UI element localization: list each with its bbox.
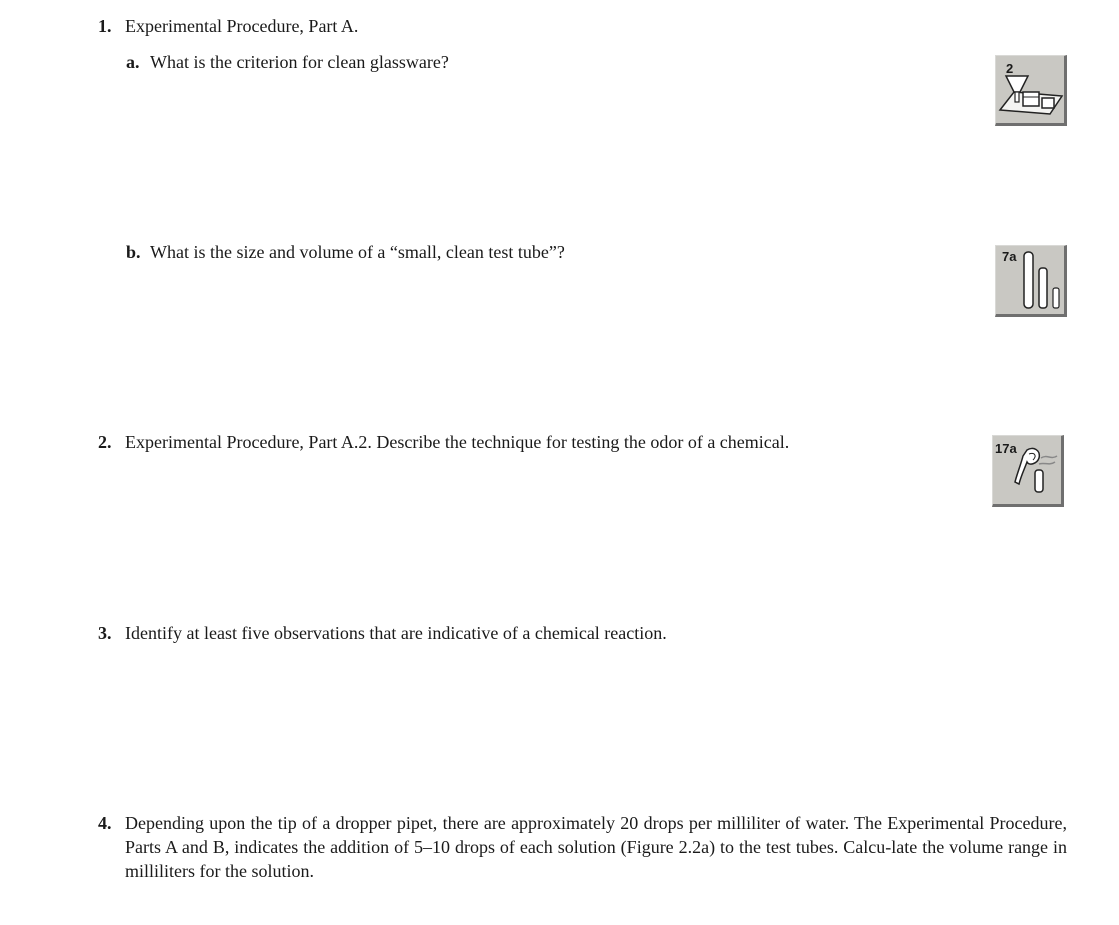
question-1b xyxy=(126,240,966,264)
question-1a-letter: a. xyxy=(126,52,140,72)
question-3-text: Identify at least five observations that are indicative of a chemical reaction. xyxy=(125,623,667,643)
test-tubes-icon xyxy=(995,245,1067,317)
test-tubes-icon-label: 7a xyxy=(1002,249,1017,264)
question-3-number: 3. xyxy=(98,623,112,643)
wafting-odor-icon-label: 17a xyxy=(995,441,1017,456)
question-4-text: Depending upon the tip of a dropper pipet, there are approximately 20 drops per milliliter of water. The Experimental Procedure, Parts A and B, indicates the addition of 5–10 drops of each solution (Figure 2.2a) to the test tubes. Calcu-late the volume range in milliliters for the solution. xyxy=(125,813,1067,881)
question-1a-text: What is the criterion for clean glassware? xyxy=(150,52,449,72)
question-4 xyxy=(98,811,1068,883)
question-1-text: Experimental Procedure, Part A. xyxy=(125,16,359,36)
question-2 xyxy=(98,430,1068,454)
question-2-number: 2. xyxy=(98,432,112,452)
question-1-number: 1. xyxy=(98,16,112,36)
question-3 xyxy=(98,621,1068,645)
question-1b-letter: b. xyxy=(126,242,141,262)
wafting-odor-icon xyxy=(992,435,1064,507)
question-1b-text: What is the size and volume of a “small, clean test tube”? xyxy=(150,242,565,262)
question-4-number: 4. xyxy=(98,813,112,833)
question-2-text: Experimental Procedure, Part A.2. Describe the technique for testing the odor of a chemical. xyxy=(125,432,790,452)
question-1 xyxy=(98,14,1068,38)
glassware-icon xyxy=(995,55,1067,126)
glassware-icon-label: 2 xyxy=(1006,61,1014,76)
question-1a xyxy=(126,50,966,74)
